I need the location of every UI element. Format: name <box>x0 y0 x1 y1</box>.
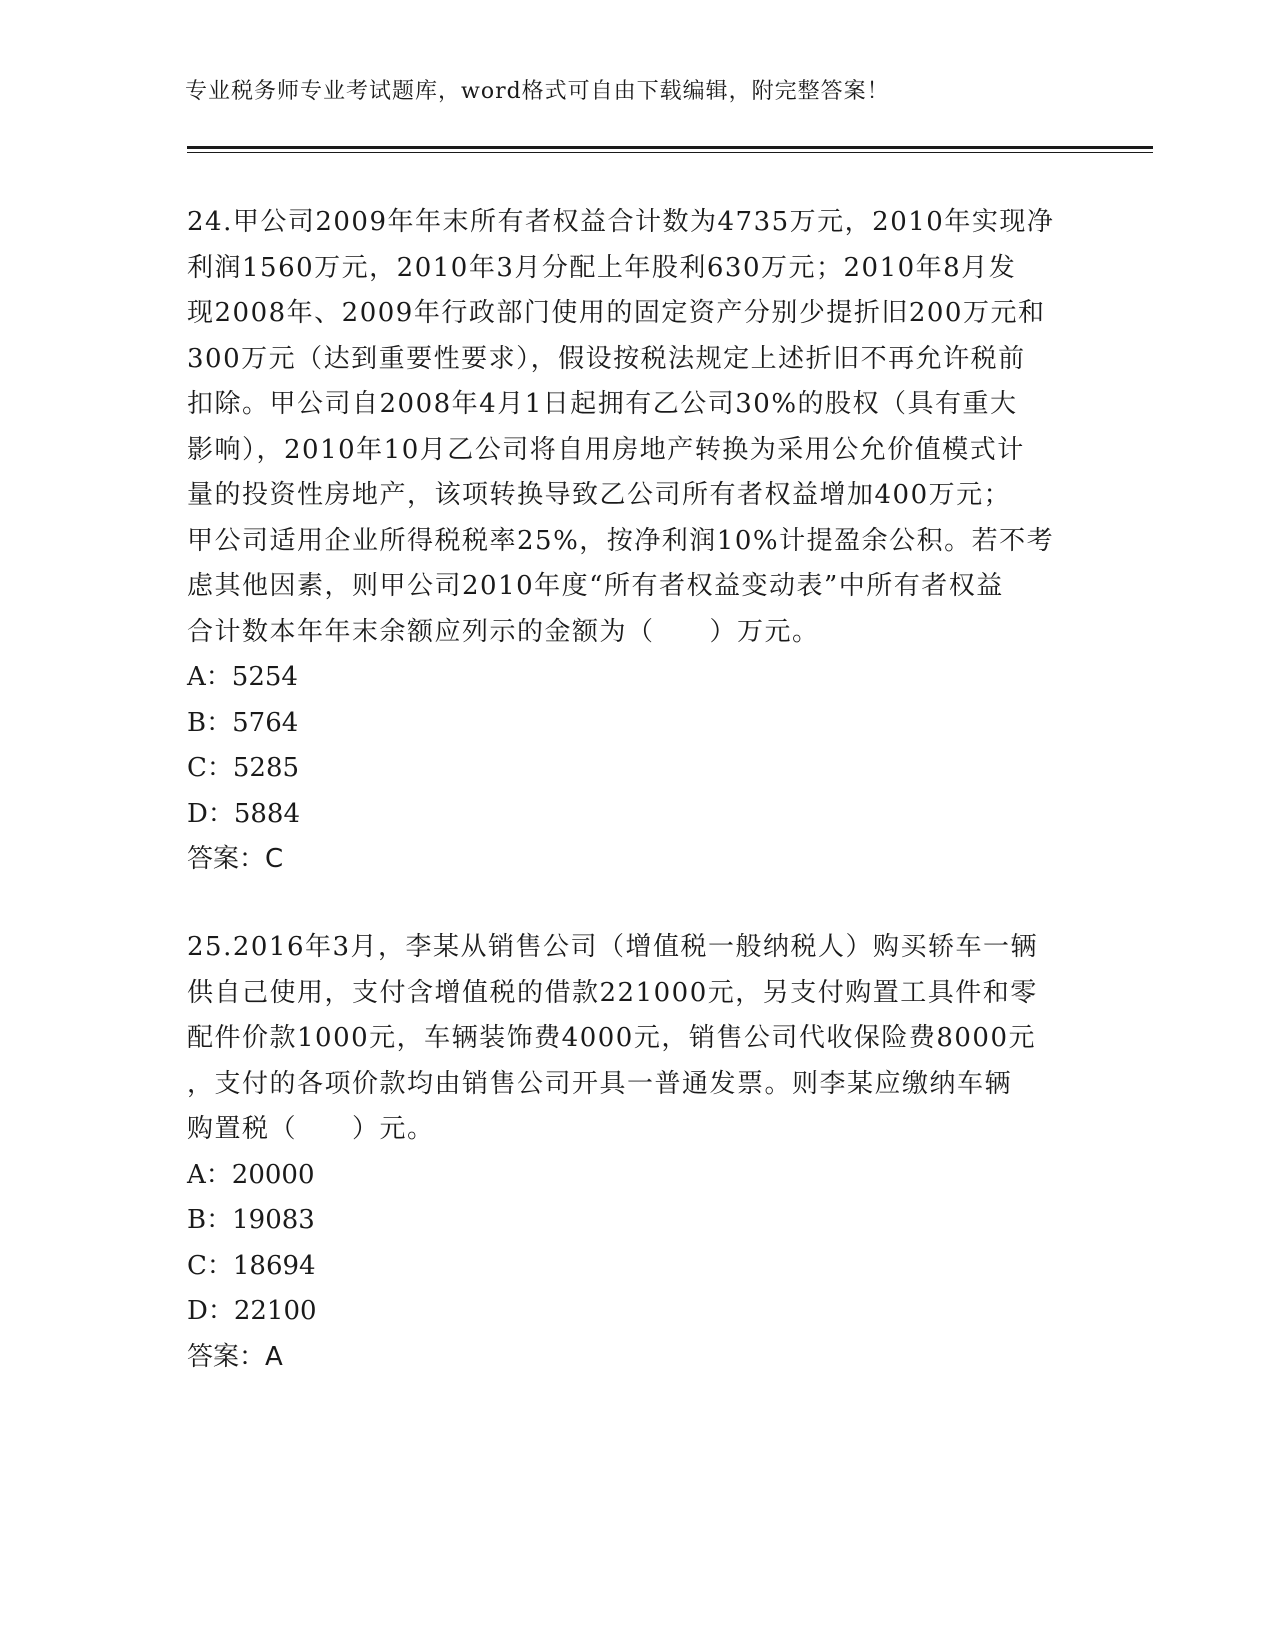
question-text-line: 扣除。甲公司自2008年4月1日起拥有乙公司30%的股权（具有重大 <box>187 389 1018 419</box>
option-a: A：5254 <box>187 662 298 692</box>
question-text-line: 300万元（达到重要性要求），假设按税法规定上述折旧不再允许税前 <box>187 343 1026 374</box>
question-text-line: 供自己使用，支付含增值税的借款221000元，另支付购置工具件和零 <box>187 977 1038 1008</box>
page-header: 专业税务师专业考试题库，word格式可自由下载编辑，附完整答案！ <box>185 79 890 104</box>
question-25 <box>187 925 1087 1380</box>
question-text-line: 25.2016年3月，李某从销售公司（增值税一般纳税人）购买轿车一辆 <box>187 932 1039 962</box>
question-text-line: 现2008年、2009年行政部门使用的固定资产分别少提折旧200万元和 <box>187 298 1046 328</box>
option-d: D：22100 <box>187 1296 317 1326</box>
question-text-line: 量的投资性房地产，该项转换导致乙公司所有者权益增加400万元； <box>187 480 1012 510</box>
question-text-line: 虑其他因素，则甲公司2010年度“所有者权益变动表”中所有者权益 <box>187 571 1004 601</box>
header-rule-thick <box>187 146 1153 149</box>
option-b: B：5764 <box>187 707 299 738</box>
question-text-line: 甲公司适用企业所得税税率25%，按净利润10%计提盈余公积。若不考 <box>187 525 1055 556</box>
header-rule-thin <box>187 152 1153 153</box>
option-d: D：5884 <box>187 798 301 829</box>
question-24 <box>187 200 1087 883</box>
option-c: C：5285 <box>187 753 300 783</box>
option-a: A：20000 <box>187 1159 315 1190</box>
option-b: B：19083 <box>187 1205 315 1235</box>
question-text-line: 配件价款1000元，车辆装饰费4000元，销售公司代收保险费8000元 <box>187 1023 1037 1053</box>
answer-label: 答案：C <box>187 844 284 874</box>
question-text-line: 24.甲公司2009年年末所有者权益合计数为4735万元，2010年实现净 <box>187 207 1055 237</box>
question-text-line: 利润1560万元，2010年3月分配上年股利630万元；2010年8月发 <box>187 252 1017 283</box>
question-text-line: 合计数本年年末余额应列示的金额为（ ）万元。 <box>187 616 820 647</box>
question-text-line: 影响），2010年10月乙公司将自用房地产转换为采用公允价值模式计 <box>187 434 1025 465</box>
question-text-line: 购置税（ ）元。 <box>187 1114 435 1144</box>
option-c: C：18694 <box>187 1250 316 1281</box>
answer-label: 答案：A <box>187 1341 283 1372</box>
question-text-line: ，支付的各项价款均由销售公司开具一普通发票。则李某应缴纳车辆 <box>187 1068 1013 1099</box>
